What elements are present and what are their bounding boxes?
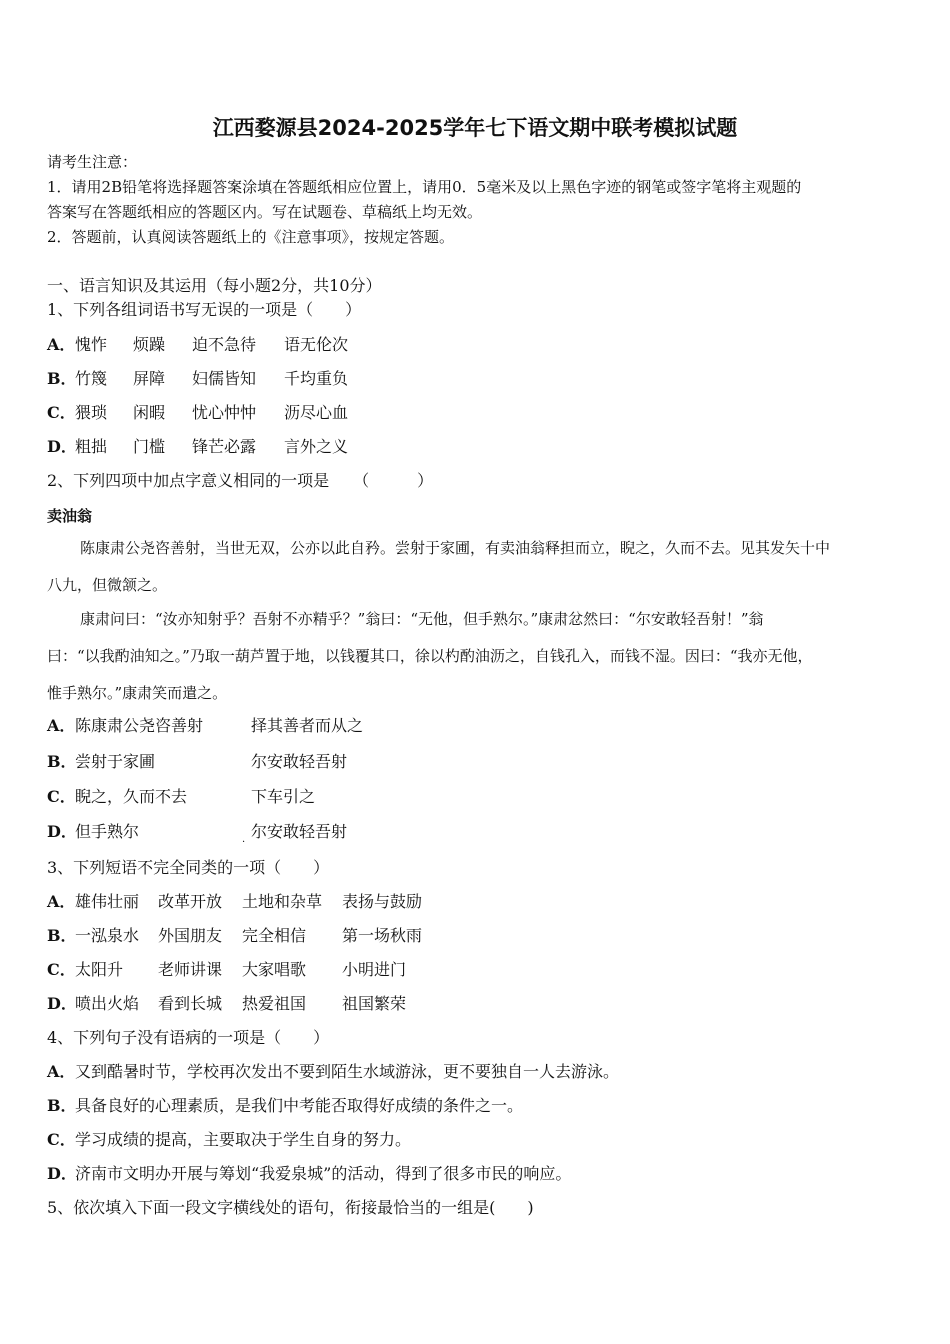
- option-word: 言外之义: [284, 437, 349, 456]
- option-phrase: 睨之，久而不去: [75, 787, 188, 806]
- option-label: D．: [47, 822, 77, 841]
- option-phrase: 尔安敢轻吾射: [251, 752, 348, 771]
- option-label: B．: [47, 752, 77, 771]
- notice-heading: 请考生注意：: [47, 153, 138, 171]
- option-label: C．: [47, 787, 76, 806]
- option-word: 老师讲课: [158, 960, 223, 979]
- q3-option-b: [47, 926, 423, 946]
- option-word: 表扬与鼓励: [342, 892, 423, 911]
- passage-line: 康肃问曰：“汝亦知射乎？吾射不亦精乎？”翁曰：“无他，但手熟尔。”康肃忿然曰：“尔安敢轻吾射！”翁: [80, 610, 764, 628]
- option-word: 猥琐: [75, 403, 108, 422]
- notice-line-1: 1．请用2B铅笔将选择题答案涂填在答题纸相应位置上，请用0．5毫米及以上黑色字迹的钢笔或签字笔将主观题的: [47, 178, 802, 196]
- option-word: 外国朋友: [158, 926, 223, 945]
- option-label: A．: [47, 716, 76, 735]
- option-word: 大家唱歌: [242, 960, 307, 979]
- option-word: 土地和杂草: [242, 892, 323, 911]
- question-4-stem: 4、下列句子没有语病的一项是（ ）: [47, 1028, 330, 1047]
- option-word: 烦躁: [133, 335, 166, 354]
- option-label: A．: [47, 1062, 76, 1081]
- option-word: 忧心忡忡: [192, 403, 257, 422]
- q4-option-a: [47, 1062, 619, 1082]
- passage-line: 八九，但微颔之。: [47, 576, 168, 594]
- q1-option-c: [47, 403, 349, 423]
- option-label: C．: [47, 960, 76, 979]
- option-sentence: 济南市文明办开展与筹划“我爱泉城”的活动，得到了很多市民的响应。: [75, 1164, 572, 1183]
- option-word: 门槛: [133, 437, 166, 456]
- q4-option-d: [47, 1164, 571, 1184]
- option-word: 祖国繁荣: [342, 994, 407, 1013]
- option-phrase: 但手熟尔: [75, 822, 140, 841]
- option-word: 一泓泉水: [75, 926, 140, 945]
- option-word: 看到长城: [158, 994, 223, 1013]
- option-word: 完全相信: [242, 926, 307, 945]
- option-label: D．: [47, 437, 77, 456]
- option-word: 千均重负: [284, 369, 349, 388]
- question-5-stem: 5、依次填入下面一段文字横线处的语句，衔接最恰当的一组是( ): [47, 1198, 534, 1217]
- section-heading: 一、语言知识及其运用（每小题2分，共10分）: [47, 276, 382, 295]
- q1-option-b: [47, 369, 349, 389]
- option-word: 沥尽心血: [284, 403, 349, 422]
- option-word: 竹篾: [75, 369, 108, 388]
- q2-option-b: [47, 752, 348, 772]
- q4-option-c: [47, 1130, 411, 1150]
- emphasis-dot: ·: [242, 837, 246, 848]
- option-word: 太阳升: [75, 960, 124, 979]
- option-phrase: 择其善者而从之: [251, 716, 364, 735]
- option-word: 粗拙: [75, 437, 108, 456]
- option-word: 闲暇: [133, 403, 166, 422]
- option-sentence: 学习成绩的提高，主要取决于学生自身的努力。: [75, 1130, 412, 1149]
- q2-option-d: [47, 822, 348, 842]
- option-word: 改革开放: [158, 892, 223, 911]
- passage-line: 曰：“以我酌油知之。”乃取一葫芦置于地，以钱覆其口，徐以杓酌油沥之，自钱孔入，而钱不湿。因曰：“我亦无他，: [47, 647, 813, 665]
- q3-option-c: [47, 960, 407, 980]
- option-label: B．: [47, 1096, 77, 1115]
- q2-option-a: [47, 716, 364, 736]
- option-label: A．: [47, 335, 76, 354]
- option-word: 喷出火焰: [75, 994, 140, 1013]
- passage-title: 卖油翁: [47, 507, 93, 525]
- option-phrase: 尝射于家圃: [75, 752, 156, 771]
- q1-option-a: [47, 335, 349, 355]
- notice-line-3: 2．答题前，认真阅读答题纸上的《注意事项》，按规定答题。: [47, 228, 455, 246]
- page-title: 江西婺源县2024-2025学年七下语文期中联考模拟试题: [212, 116, 738, 140]
- option-sentence: 具备良好的心理素质，是我们中考能否取得好成绩的条件之一。: [75, 1096, 524, 1115]
- q2-option-c: [47, 787, 316, 807]
- option-sentence: 又到酷暑时节，学校再次发出不要到陌生水域游泳，更不要独自一人去游泳。: [75, 1062, 620, 1081]
- option-word: 迫不急待: [192, 335, 257, 354]
- option-phrase: 下车引之: [251, 787, 316, 806]
- option-label: B．: [47, 926, 77, 945]
- option-word: 屏障: [133, 369, 166, 388]
- option-word: 妇儒皆知: [192, 369, 257, 388]
- option-label: B．: [47, 369, 77, 388]
- q3-option-d: [47, 994, 407, 1014]
- question-2-stem: 2、下列四项中加点字意义相同的一项是 （ ）: [47, 471, 434, 490]
- option-label: A．: [47, 892, 76, 911]
- option-label: C．: [47, 1130, 76, 1149]
- question-3-stem: 3、下列短语不完全同类的一项（ ）: [47, 858, 330, 877]
- passage-line: 惟手熟尔。”康肃笑而遣之。: [47, 684, 228, 702]
- q3-option-a: [47, 892, 423, 912]
- option-word: 小明进门: [342, 960, 407, 979]
- option-label: C．: [47, 403, 76, 422]
- option-word: 愧怍: [75, 335, 108, 354]
- notice-line-2: 答案写在答题纸相应的答题区内。写在试题卷、草稿纸上均无效。: [47, 203, 483, 221]
- option-phrase: 尔安敢轻吾射: [251, 822, 348, 841]
- option-word: 语无伦次: [284, 335, 349, 354]
- q4-option-b: [47, 1096, 523, 1116]
- question-1-stem: 1、下列各组词语书写无误的一项是（ ）: [47, 300, 362, 319]
- option-word: 第一场秋雨: [342, 926, 423, 945]
- passage-line: 陈康肃公尧咨善射，当世无双，公亦以此自矜。尝射于家圃，有卖油翁释担而立，睨之，久而不去。见其发矢十中: [80, 539, 831, 557]
- option-label: D．: [47, 994, 77, 1013]
- option-word: 雄伟壮丽: [75, 892, 140, 911]
- q1-option-d: [47, 437, 349, 457]
- option-word: 热爱祖国: [242, 994, 307, 1013]
- option-phrase: 陈康肃公尧咨善射: [75, 716, 204, 735]
- option-word: 锋芒必露: [192, 437, 257, 456]
- option-label: D．: [47, 1164, 77, 1183]
